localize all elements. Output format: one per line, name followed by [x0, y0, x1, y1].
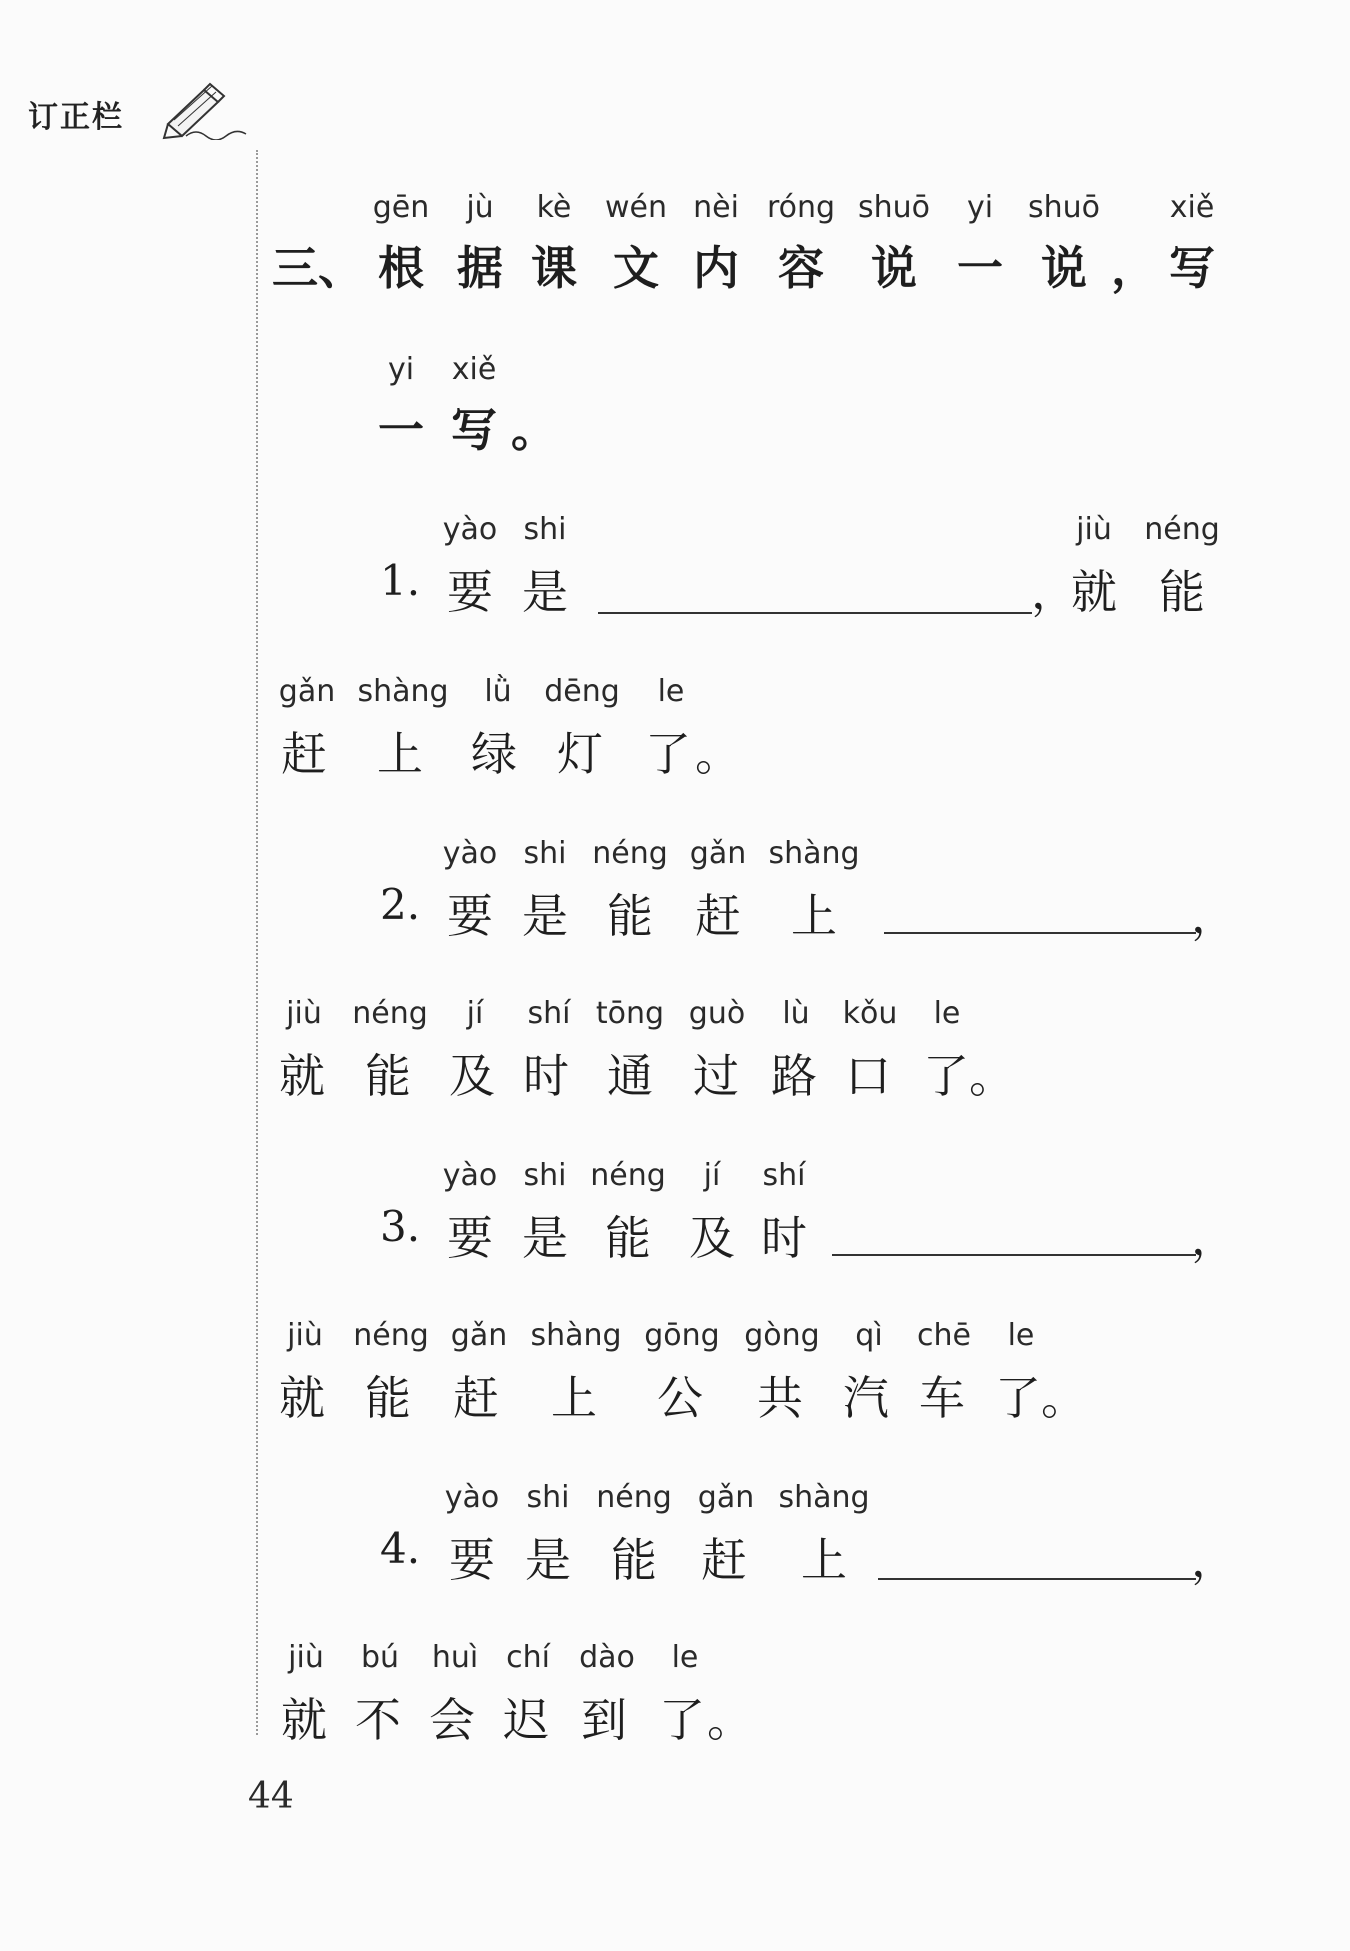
hanzi: 就 — [279, 1049, 325, 1103]
pinyin: néng — [352, 996, 428, 1031]
question-number: 1. — [380, 556, 421, 605]
hanzi: 就 — [281, 1693, 327, 1747]
pinyin: yào — [444, 1480, 500, 1515]
hanzi: 课 — [531, 241, 577, 295]
comma: ， — [1031, 565, 1077, 619]
hanzi: 文 — [613, 241, 659, 295]
pinyin: yi — [387, 352, 415, 387]
pinyin: yào — [442, 836, 498, 871]
pinyin: néng — [1144, 512, 1220, 547]
answer-blank-2[interactable] — [884, 932, 1196, 934]
comma: ， — [1191, 889, 1237, 943]
pinyin: xiě — [1169, 190, 1215, 225]
margin-divider — [256, 150, 258, 1735]
pinyin: shí — [527, 996, 571, 1031]
hanzi: 赶 — [453, 1371, 499, 1425]
hanzi: 能 — [611, 1533, 657, 1587]
hanzi: 根 — [378, 241, 424, 295]
period: 。 — [969, 1049, 1015, 1103]
question-number: 3. — [380, 1202, 421, 1251]
pinyin: dēng — [544, 674, 620, 709]
pinyin: tōng — [595, 996, 665, 1031]
hanzi: 能 — [1159, 565, 1205, 619]
hanzi: 了 — [659, 1693, 705, 1747]
hanzi: 就 — [279, 1371, 325, 1425]
hanzi: 及 — [689, 1211, 735, 1265]
hanzi: 就 — [1071, 565, 1117, 619]
period: 。 — [511, 403, 557, 457]
pinyin: shàng — [357, 674, 449, 709]
hanzi: 路 — [771, 1049, 817, 1103]
hanzi: 一 — [378, 403, 424, 457]
pinyin: lǜ — [484, 674, 512, 709]
pinyin: shi — [526, 1480, 570, 1515]
hanzi: 是 — [522, 889, 568, 943]
hanzi: 到 — [581, 1693, 627, 1747]
question-number: 2. — [380, 880, 421, 929]
comma: ， — [1191, 1211, 1237, 1265]
pinyin: shuō — [1027, 190, 1101, 225]
pinyin: yi — [966, 190, 994, 225]
hanzi: 时 — [523, 1049, 569, 1103]
hanzi: 一 — [957, 241, 1003, 295]
pinyin: shi — [523, 836, 567, 871]
pinyin: jiù — [287, 1318, 323, 1353]
period: 。 — [707, 1693, 753, 1747]
hanzi: 是 — [522, 1211, 568, 1265]
question-number: 4. — [380, 1524, 421, 1573]
pinyin: néng — [353, 1318, 429, 1353]
pinyin: lù — [782, 996, 810, 1031]
pinyin: gòng — [744, 1318, 820, 1353]
hanzi: 绿 — [471, 727, 517, 781]
hanzi: 内 — [693, 241, 739, 295]
hanzi: 能 — [365, 1049, 411, 1103]
hanzi: 要 — [447, 1211, 493, 1265]
hanzi: 过 — [693, 1049, 739, 1103]
pinyin: le — [933, 996, 961, 1031]
pinyin: gǎn — [689, 836, 747, 871]
hanzi: 能 — [365, 1371, 411, 1425]
pinyin: shàng — [530, 1318, 622, 1353]
hanzi: 上 — [377, 727, 423, 781]
hanzi: 说 — [871, 241, 917, 295]
hanzi: 据 — [457, 241, 503, 295]
pinyin: gōng — [644, 1318, 720, 1353]
pinyin: le — [671, 1640, 699, 1675]
hanzi: 上 — [791, 889, 837, 943]
hanzi: 时 — [761, 1211, 807, 1265]
hanzi: 了 — [923, 1049, 969, 1103]
hanzi: 赶 — [701, 1533, 747, 1587]
hanzi: 公 — [657, 1371, 703, 1425]
pinyin: shuō — [857, 190, 931, 225]
hanzi: 上 — [801, 1533, 847, 1587]
pinyin: néng — [592, 836, 668, 871]
pinyin: jiù — [286, 996, 322, 1031]
correction-column-label: 订正栏 — [28, 100, 124, 135]
pinyin: chē — [917, 1318, 971, 1353]
hanzi: 口 — [845, 1049, 891, 1103]
pinyin: shi — [523, 1158, 567, 1193]
pencil-icon — [160, 80, 250, 140]
period: 。 — [1041, 1371, 1087, 1425]
pinyin: dào — [579, 1640, 635, 1675]
pinyin: jí — [703, 1158, 721, 1193]
pinyin: chí — [506, 1640, 550, 1675]
hanzi: 写 — [1169, 241, 1215, 295]
hanzi: 是 — [525, 1533, 571, 1587]
pinyin: yào — [442, 512, 498, 547]
hanzi: 能 — [605, 1211, 651, 1265]
hanzi: 通 — [607, 1049, 653, 1103]
hanzi: 赶 — [281, 727, 327, 781]
hanzi: 是 — [522, 565, 568, 619]
pinyin: jiù — [1076, 512, 1112, 547]
hanzi: 了 — [995, 1371, 1041, 1425]
hanzi: 汽 — [843, 1371, 889, 1425]
pinyin: gǎn — [697, 1480, 755, 1515]
hanzi: 灯 — [557, 727, 603, 781]
pinyin: shi — [523, 512, 567, 547]
hanzi: 了 — [645, 727, 691, 781]
comma: ， — [1191, 1533, 1237, 1587]
hanzi: 要 — [447, 889, 493, 943]
hanzi: 及 — [449, 1049, 495, 1103]
pinyin: néng — [590, 1158, 666, 1193]
pinyin: shí — [762, 1158, 806, 1193]
pinyin: le — [1007, 1318, 1035, 1353]
page-number: 44 — [248, 1776, 294, 1817]
hanzi: 能 — [607, 889, 653, 943]
pinyin: shàng — [778, 1480, 870, 1515]
pinyin: jiù — [288, 1640, 324, 1675]
hanzi: 车 — [919, 1371, 965, 1425]
pinyin: qì — [855, 1318, 883, 1353]
hanzi: 不 — [355, 1693, 401, 1747]
pinyin: bú — [360, 1640, 400, 1675]
pinyin: kè — [536, 190, 572, 225]
hanzi: 上 — [551, 1371, 597, 1425]
pinyin: guò — [688, 996, 746, 1031]
hanzi: 赶 — [695, 889, 741, 943]
pinyin: xiě — [451, 352, 497, 387]
hanzi: 要 — [447, 565, 493, 619]
hanzi: 要 — [449, 1533, 495, 1587]
hanzi: 共 — [757, 1371, 803, 1425]
hanzi: 迟 — [503, 1693, 549, 1747]
answer-blank-4[interactable] — [878, 1578, 1196, 1580]
pinyin: shàng — [768, 836, 860, 871]
pinyin: kǒu — [842, 996, 898, 1031]
pinyin: nèi — [693, 190, 739, 225]
hanzi: 说 — [1041, 241, 1087, 295]
pinyin: jí — [466, 996, 484, 1031]
pinyin: gǎn — [450, 1318, 508, 1353]
pinyin: huì — [431, 1640, 479, 1675]
pinyin: yào — [442, 1158, 498, 1193]
answer-blank-3[interactable] — [832, 1254, 1196, 1256]
period: 。 — [695, 727, 741, 781]
hanzi: 会 — [429, 1693, 475, 1747]
heading-number: 三、 — [272, 241, 364, 295]
pinyin: néng — [596, 1480, 672, 1515]
pinyin: gǎn — [278, 674, 336, 709]
answer-blank-1[interactable] — [598, 612, 1032, 614]
hanzi: 容 — [778, 241, 824, 295]
pinyin: róng — [766, 190, 836, 225]
pinyin: gēn — [372, 190, 430, 225]
comma: ， — [1111, 241, 1157, 295]
pinyin: le — [657, 674, 685, 709]
pinyin: wén — [604, 190, 668, 225]
hanzi: 写 — [451, 403, 497, 457]
pinyin: jù — [466, 190, 494, 225]
